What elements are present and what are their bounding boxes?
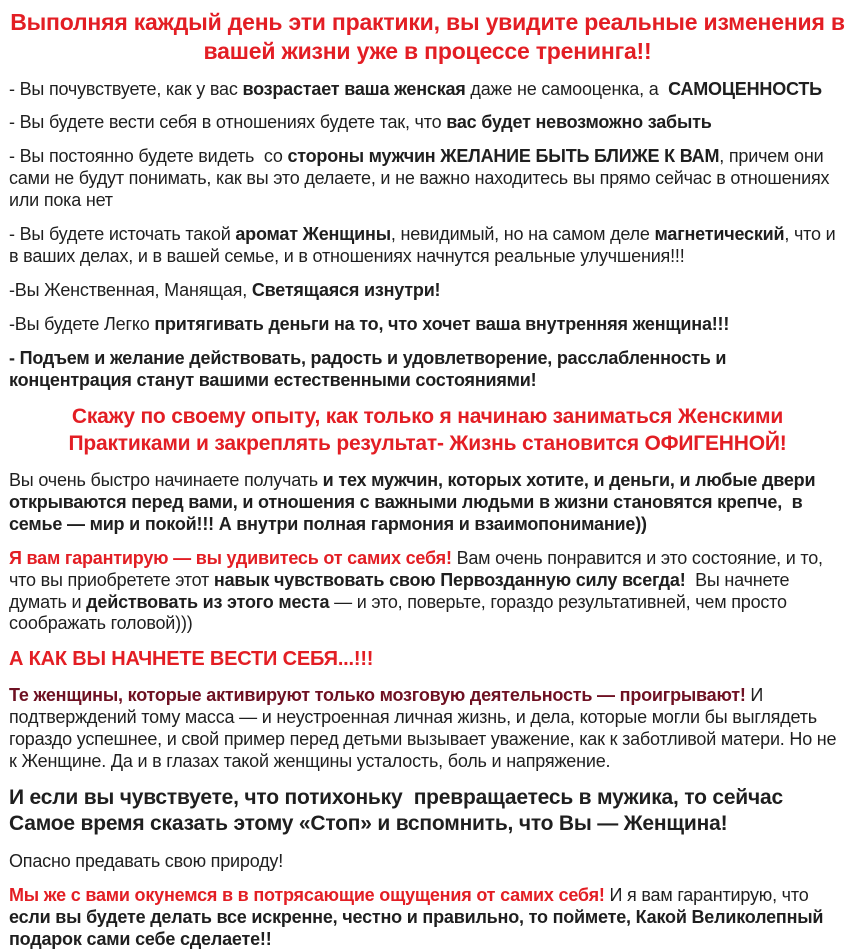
text-segment: Вы начнете думать и: [9, 569, 795, 612]
heading-line: Скажу по своему опыту, как только я начинаю заниматься Женскими: [71, 404, 784, 428]
heading: [9, 785, 846, 839]
paragraph: [9, 79, 846, 101]
text-segment: А КАК ВЫ НАЧНЕТЕ ВЕСТИ СЕБЯ...!!!: [9, 648, 374, 671]
text-segment: действовать из этого места: [86, 591, 330, 612]
text-segment: - Вы постоянно будете видеть со: [9, 146, 288, 167]
text-segment: притягивать деньги на то, что хочет ваша внутренняя женщина!!!: [154, 314, 730, 335]
paragraph: [9, 685, 846, 773]
heading-line: Выполняя каждый день эти практики, вы увидите реальные изменения в: [10, 9, 845, 35]
heading-line: Практиками и закреплять результат- Жизнь становится ОФИГЕННОЙ!: [68, 431, 787, 455]
text-segment: - Подъем и желание действовать, радость и удовлетворение, расслабленность и концентрация станут вашими естественными состояниями!: [9, 348, 732, 391]
text-segment: и тех мужчин, которых хотите, и деньги, и любые двери открываются перед вами, и отношения с важными людьми в жизни становятся крепче, в семье — мир и покой!!! А внутри полная гармония и взаимопонимание)): [9, 469, 821, 534]
text-segment: -Вы Женственная, Манящая,: [9, 280, 252, 301]
text-segment: - Вы будете вести себя в отношениях будете так, что: [9, 112, 447, 133]
text-segment: САМОЦЕННОСТЬ: [668, 78, 822, 99]
heading: [9, 8, 846, 66]
text-segment: И я вам гарантирую, что: [604, 885, 814, 906]
paragraph: [9, 348, 846, 392]
text-segment: даже не самооценка, а: [465, 78, 669, 99]
text-segment: Мы же с вами окунемся в в потрясающие ощущения от самих себя!: [9, 885, 605, 906]
paragraph: [9, 280, 846, 302]
text-segment: , невидимый, но на самом деле: [390, 224, 655, 245]
text-segment: И подтверждений тому масса — и неустроенная личная жизнь, и дела, которые могли бы выглядеть гораздо успешнее, и свой пример перед детьми вызывает уважение, как к заботливой матери. Но не к Женщине. Да и в глазах такой женщины усталость, боль и напряжение.: [9, 684, 842, 771]
paragraph: [9, 885, 846, 951]
paragraph: [9, 548, 846, 636]
heading-line: Самое время сказать этому «Стоп» и вспомнить, что Вы — Женщина!: [9, 812, 728, 836]
paragraph: [9, 146, 846, 212]
text-segment: , причем они сами не будут понимать, как вы это делаете, и не важно находитесь вы прямо сейчас в отношениях или пока нет: [9, 146, 835, 211]
paragraph: [9, 314, 846, 336]
text-segment: Опасно предавать свою природу!: [9, 851, 284, 872]
text-segment: -Вы будете Легко: [9, 314, 155, 335]
text-segment: — и это, поверьте, гораздо результативней, чем просто соображать головой))): [9, 591, 792, 634]
paragraph: [9, 112, 846, 134]
text-segment: аромат Женщины: [235, 224, 391, 245]
paragraph: [9, 470, 846, 536]
text-segment: если вы будете делать все искренне, честно и правильно, то поймете, Какой Великолепный подарок сами себе сделаете!!: [9, 907, 829, 950]
heading: [9, 404, 846, 458]
paragraph: [9, 647, 846, 671]
text-segment: Те женщины, которые активируют только мозговую деятельность — проигрывают!: [9, 684, 746, 705]
paragraph: [9, 224, 846, 268]
text-segment: навык чувствовать свою Первозданную силу всегда!: [213, 569, 686, 590]
heading-line: И если вы чувствуете, что потихоньку превращаетесь в мужика, то сейчас: [9, 785, 783, 809]
text-segment: , что и в ваших делах, и в вашей семье, и в отношениях начнутся реальные улучшения!!!: [9, 224, 841, 267]
text-segment: возрастает ваша женская: [242, 78, 466, 99]
text-segment: - Вы будете источать такой: [9, 224, 236, 245]
text-segment: магнетический: [654, 224, 785, 245]
text-segment: Вы очень быстро начинаете получать: [9, 469, 323, 490]
text-segment: - Вы почувствуете, как у вас: [9, 78, 243, 99]
text-segment: стороны мужчин ЖЕЛАНИЕ БЫТЬ БЛИЖЕ К ВАМ: [287, 146, 720, 167]
text-segment: Светящаяся изнутри!: [251, 280, 441, 301]
text-segment: Вам очень понравится и это состояние, и то, что вы приобретете этот: [9, 547, 828, 590]
heading-line: вашей жизни уже в процессе тренинга!!: [203, 37, 652, 64]
text-segment: Я вам гарантирую — вы удивитесь от самих себя!: [9, 547, 452, 568]
paragraph: [9, 851, 846, 873]
text-segment: вас будет невозможно забыть: [446, 112, 712, 133]
